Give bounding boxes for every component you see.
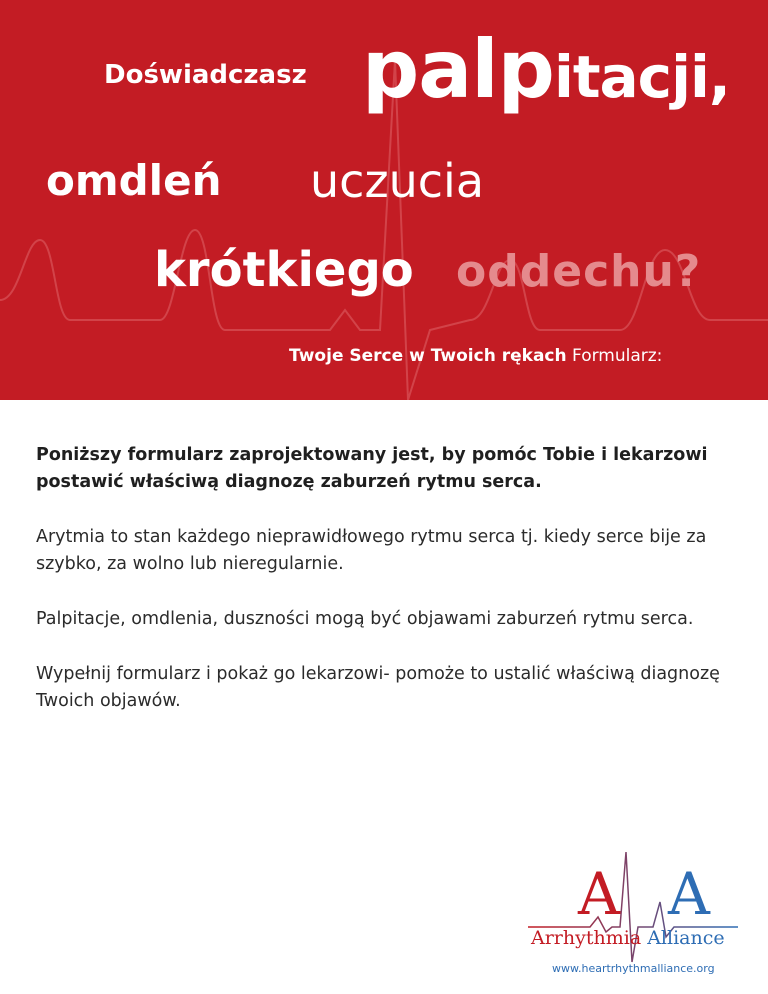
logo-name-arrhythmia: Arrhythmia <box>531 927 642 949</box>
headline-word-omdlen: omdleń <box>46 156 222 205</box>
form-subtitle-bold: Twoje Serce w Twoich rękach <box>289 346 567 366</box>
headline-word-doswiadczasz: Doświadczasz <box>104 60 307 90</box>
lead-paragraph: Poniższy formularz zaprojektowany jest, by pomóc Tobie i lekarzowi postawić właściwą diagnozę zaburzeń rytmu serca. <box>36 445 708 492</box>
headline-word-krotkiego: krótkiego <box>154 242 414 298</box>
headline-word-palpitacji <box>362 23 730 116</box>
paragraph-symptoms: Palpitacje, omdlenia, duszności mogą być objawami zaburzeń rytmu serca. <box>36 609 694 629</box>
headline-palp-large: palp <box>362 23 554 116</box>
header-banner <box>0 0 768 400</box>
headline-word-oddechu: oddechu? <box>456 246 702 297</box>
headline-word-uczucia: uczucia <box>310 154 485 208</box>
paragraph-arrhythmia: Arytmia to stan każdego nieprawidłowego rytmu serca tj. kiedy serce bije za szybko, za wolno lub nieregularnie. <box>36 527 707 574</box>
headline-palp-rest: itacji, <box>553 43 730 111</box>
svg-text:A: A <box>668 860 710 928</box>
logo-name-alliance: Alliance <box>647 927 725 949</box>
form-subtitle-label: Formularz: <box>572 346 663 366</box>
logo-name <box>531 927 725 949</box>
intro-text <box>36 442 736 743</box>
svg-text:A: A <box>578 860 620 928</box>
website-url[interactable]: www.heartrhythmalliance.org <box>552 962 715 975</box>
arrhythmia-alliance-logo <box>528 842 738 982</box>
form-subtitle <box>289 346 662 366</box>
paragraph-instruction: Wypełnij formularz i pokaż go lekarzowi- pomoże to ustalić właściwą diagnozę Twoich objawów. <box>36 664 720 711</box>
